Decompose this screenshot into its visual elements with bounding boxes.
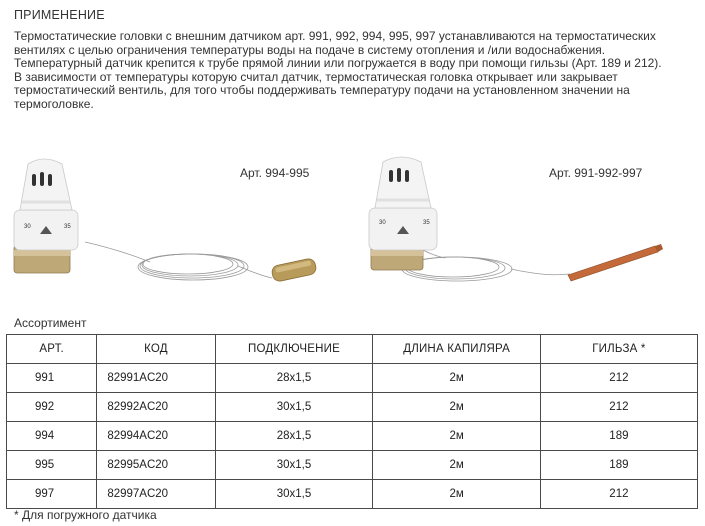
cell-code: 82994AC20 — [97, 422, 215, 451]
thermostatic-head-icon — [14, 159, 78, 273]
intro-line: Термостатические головки с внешним датчиком арт. 991, 992, 994, 995, 997 устанавливаются на термостатических — [14, 29, 656, 43]
cell-code: 82997AC20 — [97, 480, 215, 509]
cell-capillary: 2м — [373, 422, 540, 451]
column-header: ДЛИНА КАПИЛЯРА — [373, 335, 540, 364]
dial-mark: 30 — [24, 224, 31, 230]
table-row — [7, 422, 698, 451]
cell-connection: 28x1,5 — [215, 422, 373, 451]
table-row — [7, 451, 698, 480]
thermostatic-head-icon — [369, 157, 437, 270]
product-label: Арт. 994-995 — [240, 166, 310, 180]
dial-mark: 35 — [423, 220, 430, 226]
cell-art: 997 — [7, 480, 97, 509]
product-label: Арт. 991-992-997 — [549, 166, 643, 180]
brass-sensor-icon — [271, 258, 317, 283]
section-title: ПРИМЕНЕНИЕ — [14, 8, 105, 22]
copper-sensor-icon — [568, 244, 663, 281]
table-row — [7, 393, 698, 422]
column-header: АРТ. — [7, 335, 97, 364]
cell-connection: 30x1,5 — [215, 393, 373, 422]
cell-art: 995 — [7, 451, 97, 480]
footnote: * Для погружного датчика — [14, 508, 157, 522]
cell-sleeve: 189 — [540, 422, 697, 451]
intro-line: термоголовке. — [14, 96, 94, 111]
intro-line: термостатический вентиль, для того чтобы поддерживать температуру подачи на установленном значении на — [14, 83, 630, 98]
cell-sleeve: 189 — [540, 451, 697, 480]
cell-sleeve: 212 — [540, 480, 697, 509]
column-header: ПОДКЛЮЧЕНИЕ — [215, 335, 373, 364]
table-row — [7, 364, 698, 393]
intro-line: Температурный датчик крепится к трубе прямой линии или погружается в воду при помощи гильзы (Арт. 189 и 212). — [14, 56, 662, 71]
intro-line: В зависимости от температуры которую считал датчик, термостатическая головка открывает или закрывает — [14, 69, 618, 84]
product-image-991-992-997 — [355, 150, 705, 300]
column-header: ГИЛЬЗА * — [540, 335, 697, 364]
table-row — [7, 480, 698, 509]
cell-code: 82992AC20 — [97, 393, 215, 422]
column-header: КОД — [97, 335, 215, 364]
assortment-title: Ассортимент — [14, 316, 87, 330]
cell-art: 994 — [7, 422, 97, 451]
cell-sleeve: 212 — [540, 364, 697, 393]
cell-capillary: 2м — [373, 451, 540, 480]
assortment-table — [6, 334, 698, 509]
cell-code: 82991AC20 — [97, 364, 215, 393]
dial-mark: 35 — [64, 224, 71, 230]
cell-connection: 28x1,5 — [215, 364, 373, 393]
table-header-row — [7, 335, 698, 364]
cell-capillary: 2м — [373, 364, 540, 393]
cell-art: 991 — [7, 364, 97, 393]
cell-capillary: 2м — [373, 393, 540, 422]
dial-mark: 30 — [379, 220, 386, 226]
cell-capillary: 2м — [373, 480, 540, 509]
intro-line: вентилях с целью ограничения температуры воды на подаче в систему отопления и /или водоснабжения. — [14, 42, 606, 57]
cell-code: 82995AC20 — [97, 451, 215, 480]
intro-paragraph — [14, 30, 694, 112]
cell-connection: 30x1,5 — [215, 451, 373, 480]
cell-connection: 30x1,5 — [215, 480, 373, 509]
cell-art: 992 — [7, 393, 97, 422]
cell-sleeve: 212 — [540, 393, 697, 422]
